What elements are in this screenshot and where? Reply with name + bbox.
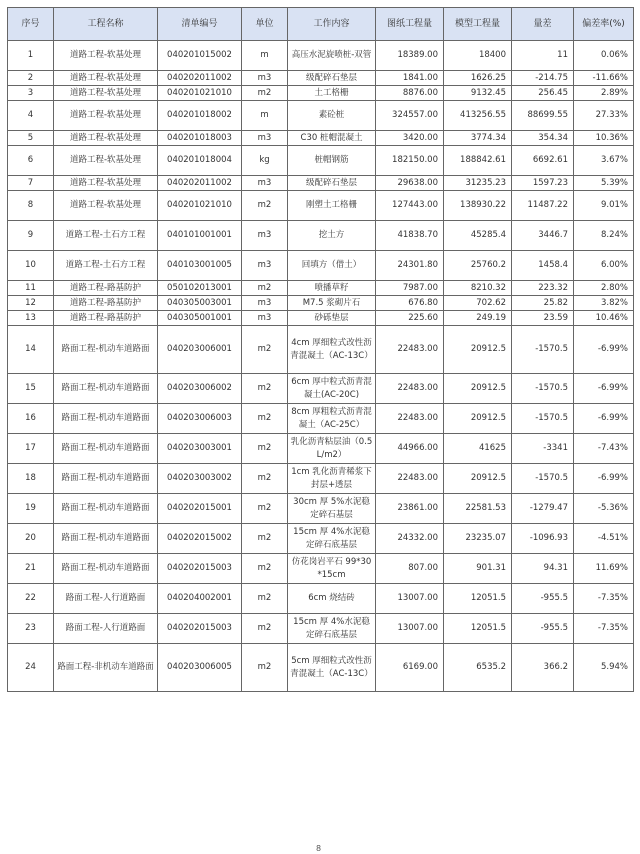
row-model-quantity: 20912.5	[444, 374, 512, 404]
row-work-content: 8cm 厚粗粒式沥青混凝土（AC-25C）	[288, 404, 376, 434]
table-row	[8, 464, 634, 494]
row-model-quantity: 3774.34	[444, 131, 512, 146]
row-model-quantity: 12051.5	[444, 584, 512, 614]
row-deviation-rate: -11.66%	[574, 71, 634, 86]
row-work-content: 5cm 厚细粒式改性沥青混凝土（AC-13C）	[288, 644, 376, 692]
row-unit: m	[242, 41, 288, 71]
row-model-quantity: 9132.45	[444, 86, 512, 101]
row-unit: m3	[242, 131, 288, 146]
row-model-quantity: 18400	[444, 41, 512, 71]
row-index: 8	[8, 191, 54, 221]
row-deviation-rate: 10.46%	[574, 311, 634, 326]
row-index: 13	[8, 311, 54, 326]
row-deviation-rate: -7.43%	[574, 434, 634, 464]
row-item-code: 040202011002	[158, 176, 242, 191]
row-index: 15	[8, 374, 54, 404]
row-item-code: 040202015003	[158, 554, 242, 584]
row-index: 16	[8, 404, 54, 434]
row-item-code: 040103001005	[158, 251, 242, 281]
row-drawing-quantity: 29638.00	[376, 176, 444, 191]
row-item-code: 040202015002	[158, 524, 242, 554]
row-drawing-quantity: 1841.00	[376, 71, 444, 86]
table-row	[8, 404, 634, 434]
row-drawing-quantity: 18389.00	[376, 41, 444, 71]
row-quantity-difference: 11	[512, 41, 574, 71]
header-model-quantity: 模型工程量	[444, 8, 512, 41]
row-project-name: 道路工程-软基处理	[54, 86, 158, 101]
row-drawing-quantity: 13007.00	[376, 614, 444, 644]
row-item-code: 040202015001	[158, 494, 242, 524]
row-index: 21	[8, 554, 54, 584]
row-project-name: 路面工程-机动车道路面	[54, 404, 158, 434]
row-deviation-rate: 2.89%	[574, 86, 634, 101]
row-unit: m2	[242, 524, 288, 554]
row-item-code: 040203003002	[158, 464, 242, 494]
row-unit: m	[242, 101, 288, 131]
row-model-quantity: 901.31	[444, 554, 512, 584]
header-drawing-quantity: 图纸工程量	[376, 8, 444, 41]
row-deviation-rate: 27.33%	[574, 101, 634, 131]
row-work-content: 刚塑土工格栅	[288, 191, 376, 221]
table-row	[8, 176, 634, 191]
row-work-content: 喷播草籽	[288, 281, 376, 296]
row-index: 19	[8, 494, 54, 524]
row-index: 11	[8, 281, 54, 296]
row-model-quantity: 31235.23	[444, 176, 512, 191]
row-index: 24	[8, 644, 54, 692]
row-index: 10	[8, 251, 54, 281]
table-row	[8, 296, 634, 311]
table-row	[8, 131, 634, 146]
row-index: 7	[8, 176, 54, 191]
row-deviation-rate: 8.24%	[574, 221, 634, 251]
row-unit: m3	[242, 221, 288, 251]
row-quantity-difference: 11487.22	[512, 191, 574, 221]
row-quantity-difference: 25.82	[512, 296, 574, 311]
row-quantity-difference: 366.2	[512, 644, 574, 692]
table-row	[8, 494, 634, 524]
table-row	[8, 434, 634, 464]
row-unit: m3	[242, 176, 288, 191]
row-drawing-quantity: 13007.00	[376, 584, 444, 614]
table-row	[8, 584, 634, 614]
row-project-name: 道路工程-土石方工程	[54, 221, 158, 251]
row-deviation-rate: -6.99%	[574, 374, 634, 404]
row-project-name: 路面工程-非机动车道路面	[54, 644, 158, 692]
header-work-content: 工作内容	[288, 8, 376, 41]
row-work-content: 6cm 烧结砖	[288, 584, 376, 614]
row-work-content: 砂砾垫层	[288, 311, 376, 326]
row-index: 14	[8, 326, 54, 374]
row-index: 4	[8, 101, 54, 131]
row-work-content: 挖土方	[288, 221, 376, 251]
header-unit: 单位	[242, 8, 288, 41]
row-index: 9	[8, 221, 54, 251]
row-index: 3	[8, 86, 54, 101]
row-item-code: 040305001001	[158, 311, 242, 326]
row-model-quantity: 22581.53	[444, 494, 512, 524]
row-deviation-rate: -6.99%	[574, 404, 634, 434]
row-deviation-rate: -4.51%	[574, 524, 634, 554]
row-quantity-difference: 3446.7	[512, 221, 574, 251]
row-deviation-rate: 6.00%	[574, 251, 634, 281]
row-work-content: 素砼桩	[288, 101, 376, 131]
row-index: 1	[8, 41, 54, 71]
row-quantity-difference: -214.75	[512, 71, 574, 86]
row-work-content: 回填方（借土）	[288, 251, 376, 281]
row-drawing-quantity: 24332.00	[376, 524, 444, 554]
row-model-quantity: 41625	[444, 434, 512, 464]
row-unit: m2	[242, 326, 288, 374]
row-quantity-difference: 256.45	[512, 86, 574, 101]
row-unit: m2	[242, 554, 288, 584]
page-number: 8	[316, 844, 322, 853]
row-index: 22	[8, 584, 54, 614]
row-unit: m2	[242, 434, 288, 464]
header-item-code: 清单编号	[158, 8, 242, 41]
row-deviation-rate: 9.01%	[574, 191, 634, 221]
row-item-code: 040201018004	[158, 146, 242, 176]
row-model-quantity: 45285.4	[444, 221, 512, 251]
row-index: 6	[8, 146, 54, 176]
row-project-name: 道路工程-路基防护	[54, 296, 158, 311]
table-row	[8, 71, 634, 86]
row-drawing-quantity: 23861.00	[376, 494, 444, 524]
row-work-content: 桩帽钢筋	[288, 146, 376, 176]
row-deviation-rate: 3.67%	[574, 146, 634, 176]
row-project-name: 路面工程-机动车道路面	[54, 554, 158, 584]
row-quantity-difference: -1096.93	[512, 524, 574, 554]
row-model-quantity: 20912.5	[444, 326, 512, 374]
header-deviation-rate: 偏差率(%)	[574, 8, 634, 41]
row-item-code: 040101001001	[158, 221, 242, 251]
row-unit: m2	[242, 281, 288, 296]
quantity-comparison-table	[7, 7, 634, 692]
row-unit: m3	[242, 296, 288, 311]
row-project-name: 路面工程-机动车道路面	[54, 494, 158, 524]
row-deviation-rate: -6.99%	[574, 464, 634, 494]
row-model-quantity: 249.19	[444, 311, 512, 326]
row-deviation-rate: -5.36%	[574, 494, 634, 524]
row-unit: m2	[242, 404, 288, 434]
row-item-code: 040202011002	[158, 71, 242, 86]
header-quantity-difference: 量差	[512, 8, 574, 41]
row-deviation-rate: 2.80%	[574, 281, 634, 296]
row-deviation-rate: -6.99%	[574, 326, 634, 374]
row-work-content: 仿花岗岩平石 99*30*15cm	[288, 554, 376, 584]
row-work-content: 1cm 乳化沥青稀浆下封层+透层	[288, 464, 376, 494]
row-item-code: 040203006001	[158, 326, 242, 374]
header-index: 序号	[8, 8, 54, 41]
row-project-name: 道路工程-软基处理	[54, 191, 158, 221]
row-item-code: 040201021010	[158, 191, 242, 221]
row-model-quantity: 188842.61	[444, 146, 512, 176]
row-project-name: 路面工程-人行道路面	[54, 584, 158, 614]
row-unit: m2	[242, 614, 288, 644]
row-project-name: 路面工程-机动车道路面	[54, 326, 158, 374]
row-quantity-difference: -1570.5	[512, 374, 574, 404]
row-item-code: 050102013001	[158, 281, 242, 296]
row-drawing-quantity: 225.60	[376, 311, 444, 326]
row-drawing-quantity: 22483.00	[376, 374, 444, 404]
row-work-content: 土工格栅	[288, 86, 376, 101]
row-item-code: 040201015002	[158, 41, 242, 71]
row-item-code: 040203006005	[158, 644, 242, 692]
row-project-name: 道路工程-软基处理	[54, 101, 158, 131]
row-index: 18	[8, 464, 54, 494]
row-project-name: 路面工程-机动车道路面	[54, 524, 158, 554]
table-row	[8, 644, 634, 692]
row-quantity-difference: 23.59	[512, 311, 574, 326]
row-project-name: 道路工程-路基防护	[54, 281, 158, 296]
row-item-code: 040201018002	[158, 101, 242, 131]
row-quantity-difference: 6692.61	[512, 146, 574, 176]
row-drawing-quantity: 22483.00	[376, 464, 444, 494]
row-deviation-rate: 0.06%	[574, 41, 634, 71]
row-drawing-quantity: 24301.80	[376, 251, 444, 281]
row-project-name: 道路工程-土石方工程	[54, 251, 158, 281]
header-project-name: 工程名称	[54, 8, 158, 41]
row-work-content: 15cm 厚 4%水泥稳定碎石底基层	[288, 614, 376, 644]
row-drawing-quantity: 44966.00	[376, 434, 444, 464]
row-work-content: 15cm 厚 4%水泥稳定碎石底基层	[288, 524, 376, 554]
row-quantity-difference: 94.31	[512, 554, 574, 584]
row-drawing-quantity: 7987.00	[376, 281, 444, 296]
row-drawing-quantity: 22483.00	[376, 326, 444, 374]
row-quantity-difference: 223.32	[512, 281, 574, 296]
table-row	[8, 86, 634, 101]
row-model-quantity: 138930.22	[444, 191, 512, 221]
row-unit: kg	[242, 146, 288, 176]
row-work-content: 级配碎石垫层	[288, 71, 376, 86]
row-drawing-quantity: 127443.00	[376, 191, 444, 221]
row-model-quantity: 8210.32	[444, 281, 512, 296]
row-deviation-rate: 5.39%	[574, 176, 634, 191]
table-row	[8, 311, 634, 326]
row-unit: m3	[242, 251, 288, 281]
row-model-quantity: 6535.2	[444, 644, 512, 692]
row-quantity-difference: 88699.55	[512, 101, 574, 131]
row-drawing-quantity: 676.80	[376, 296, 444, 311]
row-project-name: 道路工程-软基处理	[54, 131, 158, 146]
row-item-code: 040203006003	[158, 404, 242, 434]
row-project-name: 道路工程-软基处理	[54, 41, 158, 71]
row-drawing-quantity: 807.00	[376, 554, 444, 584]
row-drawing-quantity: 8876.00	[376, 86, 444, 101]
row-index: 17	[8, 434, 54, 464]
table-row	[8, 614, 634, 644]
table-row	[8, 41, 634, 71]
row-work-content: M7.5 浆砌片石	[288, 296, 376, 311]
row-unit: m2	[242, 374, 288, 404]
row-model-quantity: 413256.55	[444, 101, 512, 131]
row-project-name: 道路工程-路基防护	[54, 311, 158, 326]
row-model-quantity: 702.62	[444, 296, 512, 311]
row-work-content: 级配碎石垫层	[288, 176, 376, 191]
row-deviation-rate: 3.82%	[574, 296, 634, 311]
row-drawing-quantity: 3420.00	[376, 131, 444, 146]
row-project-name: 道路工程-软基处理	[54, 176, 158, 191]
table-row	[8, 281, 634, 296]
row-index: 12	[8, 296, 54, 311]
row-quantity-difference: 1597.23	[512, 176, 574, 191]
row-project-name: 道路工程-软基处理	[54, 146, 158, 176]
row-deviation-rate: 5.94%	[574, 644, 634, 692]
row-project-name: 路面工程-机动车道路面	[54, 374, 158, 404]
table-row	[8, 374, 634, 404]
row-drawing-quantity: 6169.00	[376, 644, 444, 692]
row-work-content: 30cm 厚 5%水泥稳定碎石基层	[288, 494, 376, 524]
row-quantity-difference: 1458.4	[512, 251, 574, 281]
row-model-quantity: 12051.5	[444, 614, 512, 644]
row-deviation-rate: -7.35%	[574, 584, 634, 614]
row-unit: m2	[242, 584, 288, 614]
row-unit: m2	[242, 86, 288, 101]
row-model-quantity: 23235.07	[444, 524, 512, 554]
row-index: 20	[8, 524, 54, 554]
row-unit: m3	[242, 311, 288, 326]
row-unit: m2	[242, 464, 288, 494]
row-quantity-difference: 354.34	[512, 131, 574, 146]
row-deviation-rate: 10.36%	[574, 131, 634, 146]
table-row	[8, 554, 634, 584]
table-row	[8, 524, 634, 554]
row-drawing-quantity: 324557.00	[376, 101, 444, 131]
row-quantity-difference: -955.5	[512, 584, 574, 614]
row-drawing-quantity: 41838.70	[376, 221, 444, 251]
row-unit: m3	[242, 71, 288, 86]
row-work-content: 6cm 厚中粒式沥青混凝土(AC-20C)	[288, 374, 376, 404]
row-item-code: 040202015003	[158, 614, 242, 644]
table-row	[8, 191, 634, 221]
row-item-code: 040203006002	[158, 374, 242, 404]
row-item-code: 040203003001	[158, 434, 242, 464]
row-index: 23	[8, 614, 54, 644]
table-row	[8, 101, 634, 131]
row-model-quantity: 25760.2	[444, 251, 512, 281]
row-project-name: 路面工程-人行道路面	[54, 614, 158, 644]
table-row	[8, 221, 634, 251]
row-quantity-difference: -1279.47	[512, 494, 574, 524]
row-quantity-difference: -1570.5	[512, 464, 574, 494]
row-quantity-difference: -1570.5	[512, 404, 574, 434]
row-project-name: 路面工程-机动车道路面	[54, 464, 158, 494]
row-drawing-quantity: 22483.00	[376, 404, 444, 434]
row-work-content: 高压水泥旋喷桩-双管	[288, 41, 376, 71]
row-index: 2	[8, 71, 54, 86]
row-model-quantity: 20912.5	[444, 404, 512, 434]
row-unit: m2	[242, 494, 288, 524]
table-row	[8, 326, 634, 374]
row-drawing-quantity: 182150.00	[376, 146, 444, 176]
row-model-quantity: 20912.5	[444, 464, 512, 494]
row-project-name: 道路工程-软基处理	[54, 71, 158, 86]
row-quantity-difference: -955.5	[512, 614, 574, 644]
header-row	[8, 8, 634, 41]
table-row	[8, 146, 634, 176]
row-item-code: 040204002001	[158, 584, 242, 614]
row-work-content: 4cm 厚细粒式改性沥青混凝土（AC-13C）	[288, 326, 376, 374]
row-item-code: 040201018003	[158, 131, 242, 146]
row-deviation-rate: -7.35%	[574, 614, 634, 644]
table-row	[8, 251, 634, 281]
row-project-name: 路面工程-机动车道路面	[54, 434, 158, 464]
row-unit: m2	[242, 191, 288, 221]
row-index: 5	[8, 131, 54, 146]
row-work-content: 乳化沥青粘层油（0.5L/m2）	[288, 434, 376, 464]
row-item-code: 040201021010	[158, 86, 242, 101]
row-work-content: C30 桩帽混凝土	[288, 131, 376, 146]
row-quantity-difference: -1570.5	[512, 326, 574, 374]
row-item-code: 040305003001	[158, 296, 242, 311]
row-unit: m2	[242, 644, 288, 692]
row-deviation-rate: 11.69%	[574, 554, 634, 584]
row-quantity-difference: -3341	[512, 434, 574, 464]
row-model-quantity: 1626.25	[444, 71, 512, 86]
